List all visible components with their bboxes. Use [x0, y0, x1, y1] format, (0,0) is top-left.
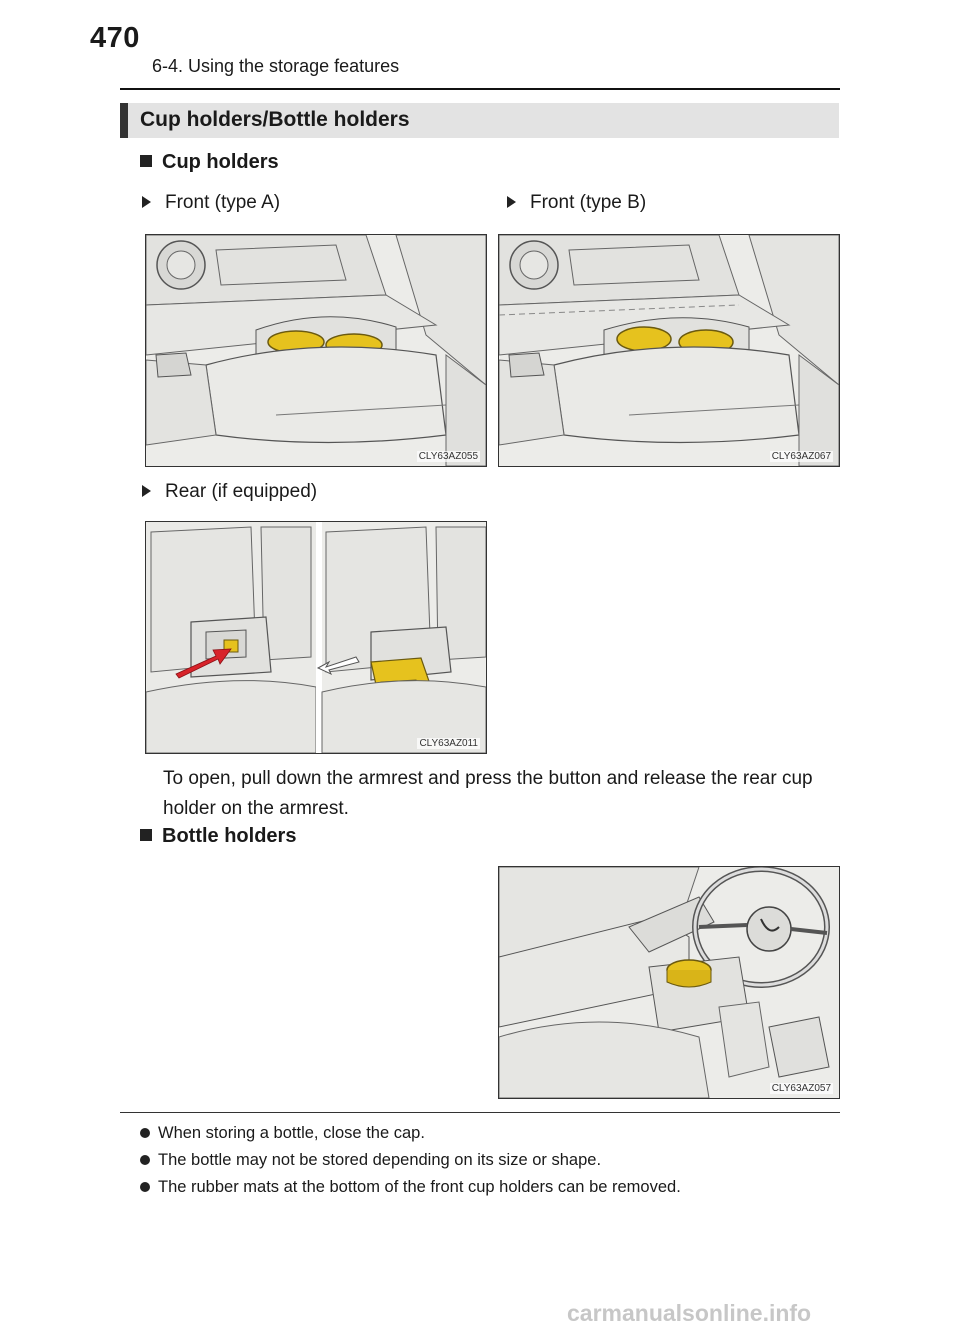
front-type-b-caption: Front (type B)	[507, 192, 646, 214]
bottle-holder-figure	[498, 866, 840, 1099]
triangle-bullet-icon	[142, 485, 151, 497]
notes-rule	[120, 1112, 840, 1113]
front-type-a-caption: Front (type A)	[142, 192, 280, 214]
circle-bullet-icon	[140, 1128, 150, 1138]
circle-bullet-icon	[140, 1155, 150, 1165]
section-title-bar	[120, 103, 839, 138]
bottle-holders-heading: Bottle holders	[140, 825, 296, 848]
note-item: When storing a bottle, close the cap.	[140, 1124, 425, 1143]
front-type-a-figure	[145, 234, 487, 467]
rear-figure	[145, 521, 487, 754]
square-bullet-icon	[140, 155, 152, 167]
rear-instruction-text: To open, pull down the armrest and press the button and release the rear cup holder on the armrest.	[163, 768, 813, 819]
triangle-bullet-icon	[142, 196, 151, 208]
note-item: The bottle may not be stored depending on its size or shape.	[140, 1151, 601, 1170]
header-rule	[120, 88, 840, 90]
note-item: The rubber mats at the bottom of the front cup holders can be removed.	[140, 1178, 681, 1197]
running-head: 6-4. Using the storage features	[152, 56, 400, 76]
front-type-b-figure	[498, 234, 840, 467]
footer-watermark: carmanualsonline.info	[567, 1300, 812, 1326]
figure-code: CLY63AZ011	[419, 738, 478, 749]
cup-holders-heading: Cup holders	[140, 151, 279, 174]
circle-bullet-icon	[140, 1182, 150, 1192]
section-title: Cup holders/Bottle holders	[140, 108, 410, 131]
rear-caption: Rear (if equipped)	[142, 481, 317, 503]
figure-code: CLY63AZ057	[771, 1083, 831, 1094]
triangle-bullet-icon	[507, 196, 516, 208]
figure-code: CLY63AZ055	[418, 451, 478, 462]
section-accent	[120, 103, 128, 138]
square-bullet-icon	[140, 829, 152, 841]
page-number: 470	[90, 22, 140, 54]
figure-code: CLY63AZ067	[771, 451, 831, 462]
